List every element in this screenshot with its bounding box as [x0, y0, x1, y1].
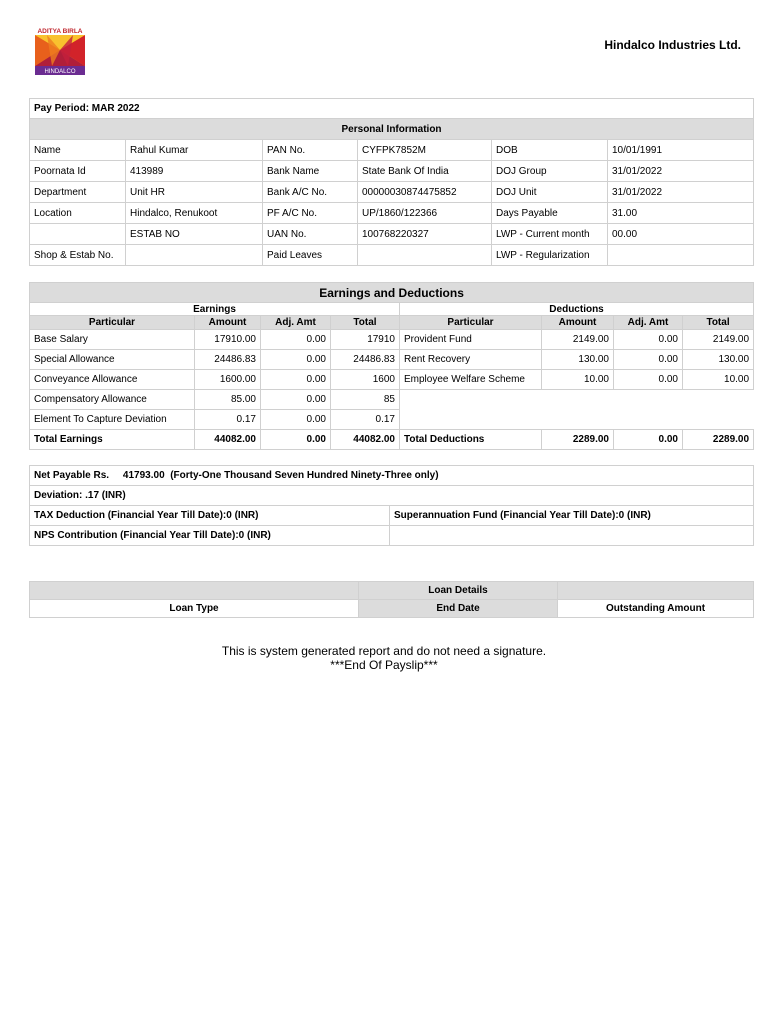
personal-label-1: Shop & Estab No.: [30, 245, 126, 266]
total-earnings-label: Total Earnings: [30, 430, 195, 450]
personal-value-1: Hindalco, Renukoot: [126, 203, 263, 224]
pay-period: Pay Period: MAR 2022: [30, 99, 754, 119]
loan-details-title: Loan Details: [359, 582, 558, 600]
total-deductions-amount: 2289.00: [542, 430, 614, 450]
company-name: Hindalco Industries Ltd.: [604, 38, 741, 52]
deviation: Deviation: .17 (INR): [30, 486, 754, 506]
personal-label-2: PAN No.: [263, 140, 358, 161]
earning-total: 24486.83: [331, 350, 400, 370]
footer-end: ***End Of Payslip***: [330, 658, 438, 672]
earning-adj: 0.00: [261, 330, 331, 350]
personal-value-3: [608, 245, 754, 266]
earnings-deductions-title: Earnings and Deductions: [30, 283, 754, 303]
deduction-amount: 2149.00: [542, 330, 614, 350]
personal-info-title: Personal Information: [30, 119, 754, 140]
earning-adj: 0.00: [261, 390, 331, 410]
personal-label-1: Department: [30, 182, 126, 203]
personal-value-2: 00000030874475852: [358, 182, 492, 203]
loan-title-left: [30, 582, 359, 600]
earning-amount: 0.17: [195, 410, 261, 430]
personal-label-3: DOB: [492, 140, 608, 161]
total-deductions-label: Total Deductions: [400, 430, 542, 450]
personal-value-3: 31.00: [608, 203, 754, 224]
ded-col-particular: Particular: [400, 316, 542, 330]
aditya-birla-logo-icon: [32, 26, 88, 76]
personal-value-3: 10/01/1991: [608, 140, 754, 161]
ded-col-adj: Adj. Amt: [614, 316, 683, 330]
tax-deduction: TAX Deduction (Financial Year Till Date):0 (INR): [30, 506, 390, 526]
net-payable: Net Payable Rs. 41793.00 (Forty-One Thousand Seven Hundred Ninety-Three only): [30, 466, 754, 486]
footer-note: This is system generated report and do not need a signature.: [221, 644, 547, 658]
deduction-particular: Provident Fund: [400, 330, 542, 350]
personal-label-1: Name: [30, 140, 126, 161]
personal-value-2: CYFPK7852M: [358, 140, 492, 161]
ded-col-amount: Amount: [542, 316, 614, 330]
total-earnings-total: 44082.00: [331, 430, 400, 450]
earning-adj: 0.00: [261, 350, 331, 370]
earning-adj: 0.00: [261, 370, 331, 390]
loan-details-table: [29, 581, 754, 618]
earnings-deductions-table: [29, 282, 754, 450]
personal-value-1: ESTAB NO: [126, 224, 263, 245]
earning-amount: 1600.00: [195, 370, 261, 390]
ded-col-total: Total: [683, 316, 754, 330]
earning-particular: Special Allowance: [30, 350, 195, 370]
deduction-amount: 130.00: [542, 350, 614, 370]
deduction-empty: [400, 390, 754, 410]
total-earnings-adj: 0.00: [261, 430, 331, 450]
deduction-adj: 0.00: [614, 330, 683, 350]
personal-label-1: Poornata Id: [30, 161, 126, 182]
earning-total: 85: [331, 390, 400, 410]
nps-contribution: NPS Contribution (Financial Year Till Date):0 (INR): [30, 526, 390, 546]
footer: [0, 644, 768, 672]
personal-label-3: Days Payable: [492, 203, 608, 224]
personal-value-2: 100768220327: [358, 224, 492, 245]
personal-label-2: PF A/C No.: [263, 203, 358, 224]
deduction-particular: Employee Welfare Scheme: [400, 370, 542, 390]
personal-value-1: [126, 245, 263, 266]
earn-col-amount: Amount: [195, 316, 261, 330]
personal-label-2: Bank A/C No.: [263, 182, 358, 203]
personal-label-3: DOJ Group: [492, 161, 608, 182]
earning-total: 17910: [331, 330, 400, 350]
earnings-label: Earnings: [30, 303, 400, 316]
personal-value-3: 00.00: [608, 224, 754, 245]
personal-value-1: Unit HR: [126, 182, 263, 203]
personal-label-1: Location: [30, 203, 126, 224]
loan-title-right: [558, 582, 754, 600]
earning-total: 0.17: [331, 410, 400, 430]
net-payable-table: [29, 465, 754, 546]
nps-empty: [390, 526, 754, 546]
personal-label-2: Paid Leaves: [263, 245, 358, 266]
earn-col-adj: Adj. Amt: [261, 316, 331, 330]
total-earnings-amount: 44082.00: [195, 430, 261, 450]
personal-info-table: [29, 98, 754, 266]
earning-particular: Conveyance Allowance: [30, 370, 195, 390]
personal-label-3: DOJ Unit: [492, 182, 608, 203]
logo-text-bottom: HINDALCO: [44, 69, 76, 75]
personal-value-2: UP/1860/122366: [358, 203, 492, 224]
personal-value-3: 31/01/2022: [608, 182, 754, 203]
loan-col-outstanding: Outstanding Amount: [558, 600, 754, 618]
personal-value-1: Rahul Kumar: [126, 140, 263, 161]
deduction-empty: [400, 410, 754, 430]
loan-col-type: Loan Type: [30, 600, 359, 618]
personal-value-1: 413989: [126, 161, 263, 182]
earning-particular: Base Salary: [30, 330, 195, 350]
earning-adj: 0.00: [261, 410, 331, 430]
deductions-label: Deductions: [400, 303, 754, 316]
deduction-adj: 0.00: [614, 350, 683, 370]
personal-value-3: 31/01/2022: [608, 161, 754, 182]
earn-col-total: Total: [331, 316, 400, 330]
deduction-total: 2149.00: [683, 330, 754, 350]
deduction-particular: Rent Recovery: [400, 350, 542, 370]
deduction-total: 10.00: [683, 370, 754, 390]
earning-amount: 17910.00: [195, 330, 261, 350]
total-deductions-adj: 0.00: [614, 430, 683, 450]
earn-col-particular: Particular: [30, 316, 195, 330]
earning-particular: Compensatory Allowance: [30, 390, 195, 410]
personal-label-1: [30, 224, 126, 245]
personal-value-2: State Bank Of India: [358, 161, 492, 182]
earning-particular: Element To Capture Deviation: [30, 410, 195, 430]
deduction-total: 130.00: [683, 350, 754, 370]
company-logo: [32, 26, 88, 76]
personal-label-3: LWP - Regularization: [492, 245, 608, 266]
personal-label-3: LWP - Current month: [492, 224, 608, 245]
total-deductions-total: 2289.00: [683, 430, 754, 450]
logo-text-top: ADITYA BIRLA: [37, 28, 83, 35]
earning-total: 1600: [331, 370, 400, 390]
personal-value-2: [358, 245, 492, 266]
deduction-adj: 0.00: [614, 370, 683, 390]
superannuation-fund: Superannuation Fund (Financial Year Till Date):0 (INR): [390, 506, 754, 526]
deduction-amount: 10.00: [542, 370, 614, 390]
earning-amount: 85.00: [195, 390, 261, 410]
personal-label-2: Bank Name: [263, 161, 358, 182]
personal-label-2: UAN No.: [263, 224, 358, 245]
loan-col-end-date: End Date: [359, 600, 558, 618]
earning-amount: 24486.83: [195, 350, 261, 370]
